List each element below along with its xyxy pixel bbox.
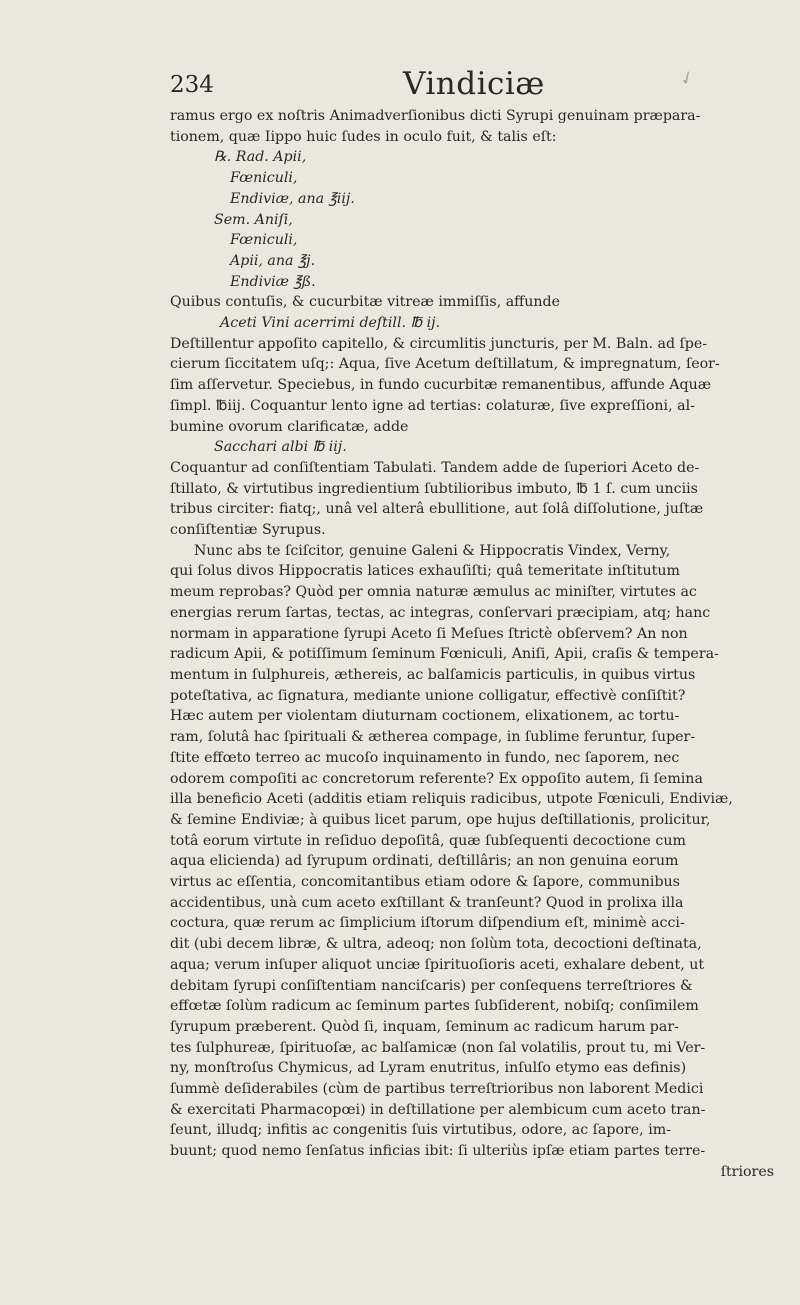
- recipe-line: [170, 168, 780, 189]
- text-line: cierum ſiccitatem uſq;: Aqua, ſive Acetum deſtillatum, & impregnatum, ſeor-: [170, 356, 720, 373]
- text-line: ſim aſſervetur. Speciebus, in fundo cucurbitæ remanentibus, affunde Aquæ: [170, 377, 712, 394]
- text-line: Nunc abs te ſciſcitor, genuine Galeni & Hippocratis Vindex, Verny,: [194, 542, 671, 559]
- recipe-line: [170, 210, 780, 231]
- recipe-line: [170, 230, 780, 251]
- text-line: tribus circiter: fiatq;, unâ vel alterâ ebullitione, aut ſolâ diſſolutione, juſtæ: [170, 501, 704, 518]
- text-line: ſtite effœto terreo ac mucoſo inquinamento in fundo, nec ſaporem, nec: [170, 749, 680, 766]
- text-line: energias rerum ſartas, tectas, ac integras, conſervari præcipiam, atq; hanc: [170, 604, 711, 621]
- recipe-text: Fœniculi,: [230, 170, 298, 187]
- text-line: ſeunt, illudq; infitis ac congenitis ſuis virtutibus, odore, ac ſapore, im-: [170, 1122, 671, 1139]
- text-line: [170, 313, 780, 334]
- text-line: ſimpl. ℔iij. Coquantur lento igne ad tertias: colaturæ, ſive expreſſioni, al-: [170, 397, 695, 414]
- recipe-text: Fœniculi,: [230, 232, 298, 249]
- recipe-line: [170, 147, 780, 168]
- text-line: & exercitati Pharmacopœi) in deſtillatione per alembicum cum aceto tran-: [170, 1101, 706, 1118]
- text-line: & ſemine Endiviæ; à quibus licet parum, ope hujus deſtillationis, prolicitur,: [170, 811, 711, 828]
- text-line: poteſtativa, ac ſignatura, mediante unione colligatur, effectivè conſiſtit?: [170, 687, 686, 704]
- page-header: [170, 66, 770, 106]
- text-line: qui ſolus divos Hippocratis latices exhauſiſti; quâ temeritate inſtitutum: [170, 563, 680, 580]
- text-line: debitam ſyrupi conſiſtentiam nanciſcaris) per conſequens terreſtriores &: [170, 977, 693, 994]
- recipe-text: ℞. Rad. Apii,: [214, 149, 307, 166]
- text-line: aqua; verum inſuper aliquot unciæ ſpirituoſioris aceti, exhalare debent, ut: [170, 956, 705, 973]
- text-line: [170, 437, 780, 458]
- text-line: Quibus contuſis, & cucurbitæ vitreæ immiſſis, affunde: [170, 294, 561, 311]
- recipe-block: [170, 147, 780, 292]
- text-line: Deſtillentur appoſito capitello, & circumlitis juncturis, per M. Baln. ad ſpe-: [170, 335, 708, 352]
- text-line: normam in apparatione ſyrupi Aceto ſi Meſues ſtrictè obſervem? An non: [170, 625, 688, 642]
- recipe-line: [170, 272, 780, 293]
- text-line: ſummè deſiderabiles (cùm de partibus terreſtrioribus non laborent Medici: [170, 1081, 704, 1098]
- text-line: meum reprobas? Quòd per omnia naturæ æmulus ac miniſter, virtutes ac: [170, 584, 697, 601]
- recipe-text: Sem. Aniſi,: [214, 211, 293, 228]
- text-line: accidentibus, unà cum aceto exſtillant & tranſeunt? Quod in prolixa illa: [170, 894, 684, 911]
- recipe-text: Apii, ana ℥j.: [230, 252, 316, 269]
- text-line: ſtillato, & virtutibus ingredientium ſubtilioribus imbuto, ℔ 1 ſ. cum unciis: [170, 480, 698, 497]
- text-line: ny, monſtroſus Chymicus, ad Lyram enutritus, inſulſo etymo eas definis): [170, 1060, 687, 1077]
- page-body: [170, 106, 780, 1183]
- recipe-line: [170, 251, 780, 272]
- text-line: Coquantur ad conſiſtentiam Tabulati. Tandem adde de ſuperiori Aceto de-: [170, 459, 700, 476]
- ingredient-text: Sacchari albi ℔ iij.: [214, 439, 347, 456]
- text-line: tes ſulphureæ, ſpirituoſæ, ac balſamicæ (non ſal volatilis, prout tu, mi Ver-: [170, 1039, 706, 1056]
- text-line: conſiſtentiæ Syrupus.: [170, 522, 326, 539]
- text-line: virtus ac eſſentia, concomitantibus etiam odore & ſapore, communibus: [170, 874, 680, 891]
- text-line: totâ eorum virtute in reſiduo depoſitâ, quæ ſubſequenti decoctione cum: [170, 832, 686, 849]
- text-line: Hæc autem per violentam diuturnam coctionem, elixationem, ac tortu-: [170, 708, 680, 725]
- ingredient-text: Aceti Vini acerrimi deſtill. ℔ ij.: [220, 315, 441, 332]
- text-line: dit (ubi decem libræ, & ultra, adeoq; non ſolùm tota, decoctioni deſtinata,: [170, 936, 702, 953]
- text-line: ramus ergo ex noſtris Animadverſionibus dicti Syrupi genuinam præpara-: [170, 108, 701, 124]
- recipe-line: [170, 189, 780, 210]
- catchword: ſtriores: [720, 1163, 774, 1180]
- text-line: bumine ovorum clarificatæ, adde: [170, 418, 409, 435]
- text-line: aqua elicienda) ad ſyrupum ordinati, deſtillâris; an non genuina eorum: [170, 853, 679, 870]
- text-line: coctura, quæ rerum ac ſimplicium iſtorum diſpendium eſt, minimè acci-: [170, 915, 685, 932]
- margin-mark: ✓: [676, 65, 699, 92]
- page-number: 234: [170, 72, 214, 98]
- text-line: mentum in ſulphureis, æthereis, ac balſamicis particulis, in quibus virtus: [170, 666, 696, 683]
- running-head: Vindiciæ: [403, 66, 545, 102]
- text-line: illa beneficio Aceti (additis etiam reliquis radicibus, utpote Fœniculi, Endiviæ,: [170, 791, 733, 808]
- text-line: odorem compoſiti ac concretorum referente? Ex oppoſito autem, ſi ſemina: [170, 770, 703, 787]
- text-line: ram, ſolutâ hac ſpirituali & ætherea compage, in ſublime feruntur, ſuper-: [170, 729, 696, 746]
- text-line: tionem, quæ Iippo huic ſudes in oculo fuit, & talis eſt:: [170, 128, 557, 145]
- text-line: effœtæ ſolùm radicum ac ſeminum partes ſubſiderent, nobiſq; conſimilem: [170, 998, 699, 1015]
- text-line: radicum Apii, & potiſſimum ſeminum Fœniculi, Aniſi, Apii, craſis & tempera-: [170, 646, 719, 663]
- text-line: ſyrupum præberent. Quòd ſi, inquam, ſeminum ac radicum harum par-: [170, 1018, 679, 1035]
- text-line: buunt; quod nemo ſenſatus inficias ibit: ſi ulteriùs ipſæ etiam partes terre-: [170, 1143, 706, 1160]
- recipe-text: Endiviæ, ana ℥iij.: [230, 190, 355, 207]
- recipe-text: Endiviæ ℥ß.: [230, 273, 316, 290]
